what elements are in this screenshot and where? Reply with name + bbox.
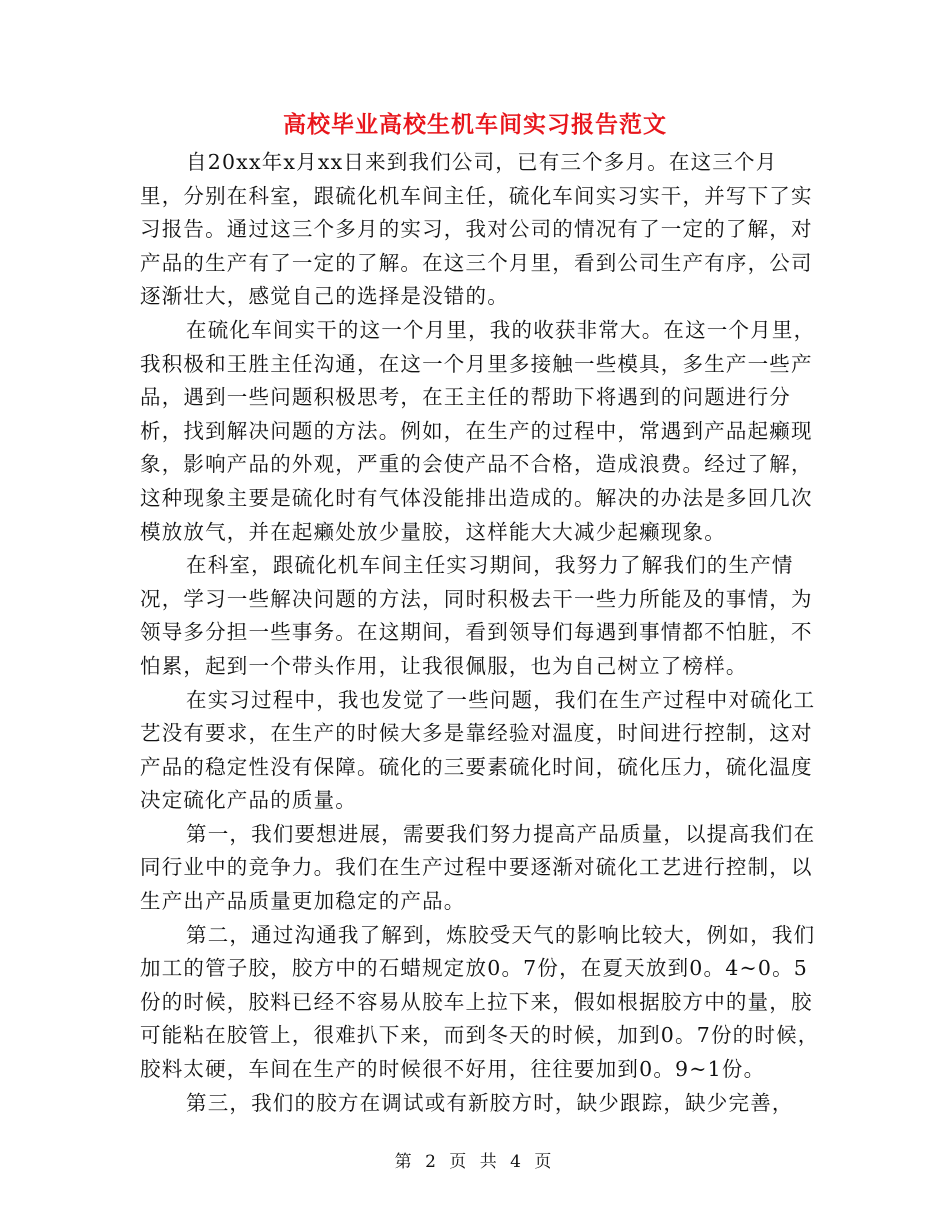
paragraph-7-text: 第三，我们的胶方在调试或有新胶方时，缺少跟踪，缺少完善， — [186, 1090, 794, 1115]
paragraph-3-text: 在科室，跟硫化机车间主任实习期间，我努力了解我们的生产情况，学习一些解决问题的方法，同时积极去干一些力所能及的事情，为领导多分担一些事务。在这期间，看到领导们每遇到事情都不怕脏，不怕累，起到一个带头作用，让我很佩服，也为自己树立了榜样。 — [140, 553, 813, 678]
paragraph-5-text: 第一，我们要想进展，需要我们努力提高产品质量，以提高我们在同行业中的竞争力。我们在生产过程中要逐渐对硫化工艺进行控制，以生产出产品质量更加稳定的产品。 — [140, 821, 816, 914]
paragraph-4-text: 在实习过程中，我也发觉了一些问题，我们在生产过程中对硫化工艺没有要求，在生产的时候大多是靠经验对温度，时间进行控制，这对产品的稳定性没有保障。硫化的三要素硫化时间，硫化压力，硫化温度决定硫化产品的质量。 — [140, 687, 816, 813]
page-number-footer: 第 2 页 共 4 页 — [394, 1152, 556, 1172]
paragraph-6 — [140, 919, 820, 1087]
paragraph-1-text: 自20xx年x月xx日来到我们公司，已有三个多月。在这三个月里，分别在科室，跟硫化机车间主任，硫化车间实习实干，并写下了实习报告。通过这三个多月的实习，我对公司的情况有了一定的了解，对产品的生产有了一定的了解。在这三个月里，看到公司生产有序，公司逐渐壮大，感觉自己的选择是没错的。 — [140, 150, 813, 309]
document-body — [140, 146, 820, 1120]
paragraph-1 — [140, 146, 820, 314]
paragraph-5 — [140, 818, 820, 919]
paragraph-3 — [140, 549, 820, 683]
paragraph-2 — [140, 314, 820, 549]
paragraph-2-text: 在硫化车间实干的这一个月里，我的收获非常大。在这一个月里，我积极和王胜主任沟通，在这一个月里多接触一些模具，多生产一些产品，遇到一些问题积极思考，在王主任的帮助下将遇到的问题进行分析，找到解决问题的方法。例如，在生产的过程中，常遇到产品起癞现象，影响产品的外观，严重的会使产品不合格，造成浪费。经过了解，这种现象主要是硫化时有气体没能排出造成的。解决的办法是多回几次模放放气，并在起癞处放少量胶，这样能大大减少起癞现象。 — [140, 317, 816, 544]
paragraph-4 — [140, 684, 820, 818]
paragraph-6-text: 第二，通过沟通我了解到，炼胶受天气的影响比较大，例如，我们加工的管子胶，胶方中的石蜡规定放0。7份，在夏天放到0。4~0。5份的时候，胶料已经不容易从胶车上拉下来，假如根据胶方中的量，胶可能粘在胶管上，很难扒下来，而到冬天的时候，加到0。7份的时候，胶料太硬，车间在生产的时候很不好用，往往要加到0。9~1份。 — [140, 922, 820, 1082]
document-title: 高校毕业高校生机车间实习报告范文 — [283, 111, 667, 138]
paragraph-7 — [140, 1087, 820, 1121]
